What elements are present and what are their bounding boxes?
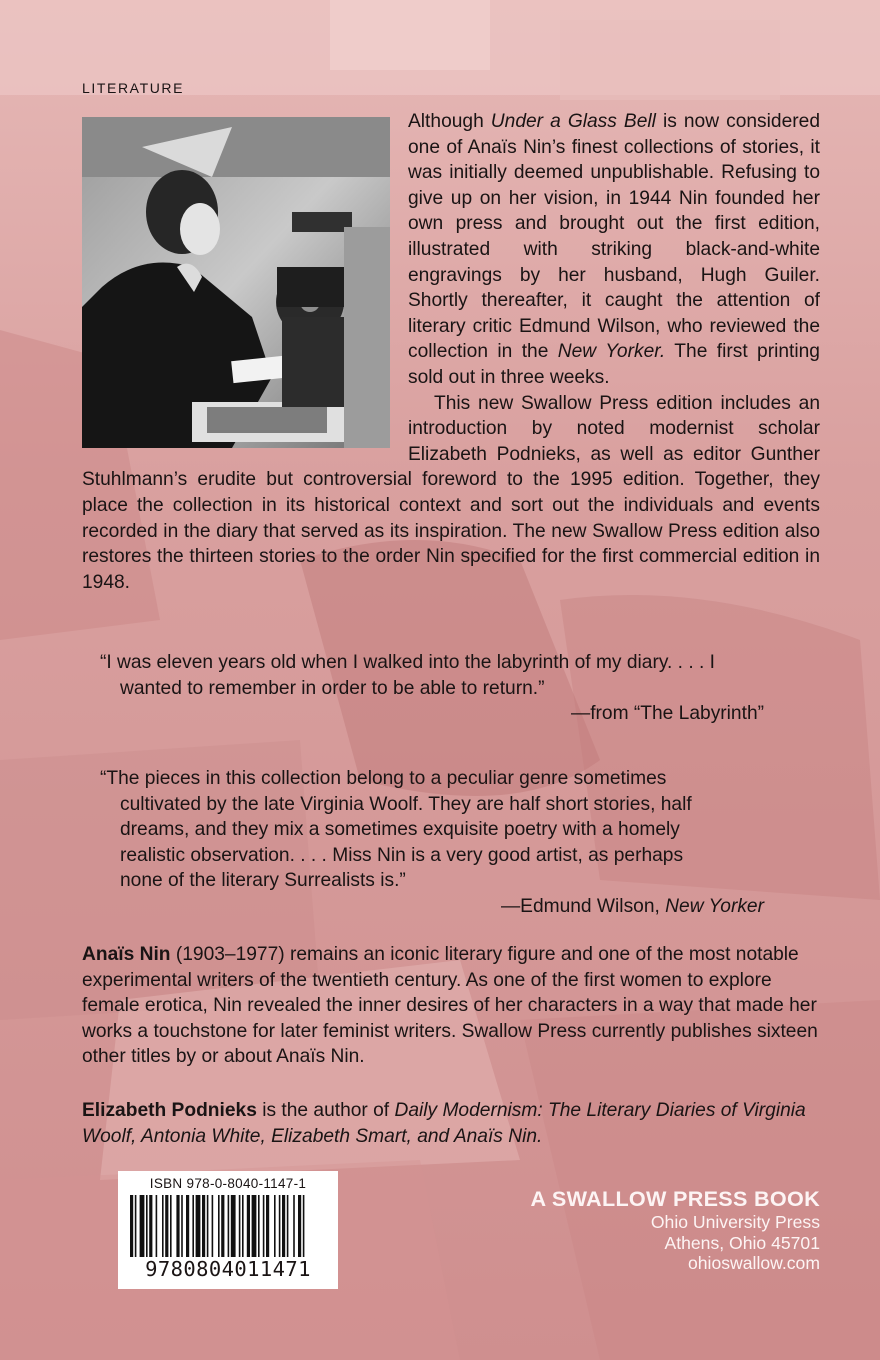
magazine-title: New Yorker. — [557, 341, 666, 363]
quote-wilson — [100, 766, 800, 920]
editor-bio: Elizabeth Podnieks is the author of Daily Modernism: The Literary Diaries of Virginia Woolf, Antonia White, Elizabeth Smart, and Anaïs Nin. — [82, 1100, 806, 1147]
barcode-icon — [130, 1195, 326, 1257]
quote-line: “The pieces in this collection belong to a peculiar genre sometimes — [100, 768, 667, 789]
quote-line: wanted to remember in order to be able to return.” — [120, 677, 545, 699]
publisher-block — [530, 1186, 820, 1274]
publisher-address: Athens, Ohio 45701 — [664, 1232, 820, 1253]
book-title: Under a Glass Bell — [490, 111, 656, 132]
publisher-name: Ohio University Press — [650, 1212, 820, 1232]
quote-attribution: —Edmund Wilson, New Yorker — [500, 895, 764, 917]
barcode-digits: 9780804011471 — [145, 1257, 311, 1281]
quote-line: realistic observation. . . . Miss Nin is a very good artist, as perhaps — [120, 844, 684, 866]
publisher-title: A SWALLOW PRESS BOOK — [530, 1186, 820, 1211]
quote-labyrinth — [100, 650, 800, 727]
photo-spacer — [82, 109, 408, 459]
author-name: Anaïs Nin — [82, 944, 171, 965]
barcode-panel — [118, 1171, 338, 1289]
editor-name: Elizabeth Podnieks — [82, 1100, 257, 1121]
author-bio: Anaïs Nin (1903–1977) remains an iconic literary figure and one of the most notable experimental writers of the twentieth century. As one of the first women to explore female erotica, Nin revealed the inner desires of her characters in a way that made her works a touchstone for later feminist writers. Swallow Press currently publishes sixteen other titles by or about Anaïs Nin. — [82, 944, 818, 1068]
isbn-label: ISBN 978-0-8040-1147-1 — [149, 1176, 307, 1191]
quote-line: cultivated by the late Virginia Woolf. They are half short stories, half — [120, 793, 692, 815]
description-paragraph-2: This new Swallow Press edition includes an introduction by noted modernist scholar Elizabeth Podnieks, as well as editor Gunther Stuhlmann’s erudite but controversial foreword to the 1995 edition. Together, they place the collection in its historical context and sort out the individuals and events recorded in the diary that served as its inspiration. The new Swallow Press edition also restores the thirteen stories to the order Nin specified for the first commercial edition in 1948. — [82, 392, 820, 593]
editor-book-title: Daily Modernism: The Literary Diaries of Virginia Woolf, Antonia White, Elizabeth Smart, and Anaïs Nin. — [82, 1100, 806, 1147]
description — [82, 109, 820, 595]
quote-line: none of the literary Surrealists is.” — [120, 870, 406, 892]
description-paragraph-1: Although Under a Glass Bell is now considered one of Anaïs Nin’s finest collections of stories, it was initially deemed unpublishable. Refusing to give up on her vision, in 1944 Nin founded her own press and brought out the first edition, illustrated with striking black-and-white engravings by her husband, Hugh Guiler. Shortly thereafter, it caught the attention of literary critic Edmund Wilson, who reviewed the collection in the New Yorker. The first printing sold out in three weeks. — [408, 111, 820, 388]
quote-line: dreams, and they mix a sometimes exquisite poetry with a homely — [120, 819, 680, 841]
category-label: LITERATURE — [82, 80, 185, 96]
quote-attribution: —from “The Labyrinth” — [571, 703, 764, 725]
publisher-website: ohioswallow.com — [687, 1253, 820, 1273]
quote-line: “I was eleven years old when I walked into the labyrinth of my diary. . . . I — [100, 652, 715, 673]
